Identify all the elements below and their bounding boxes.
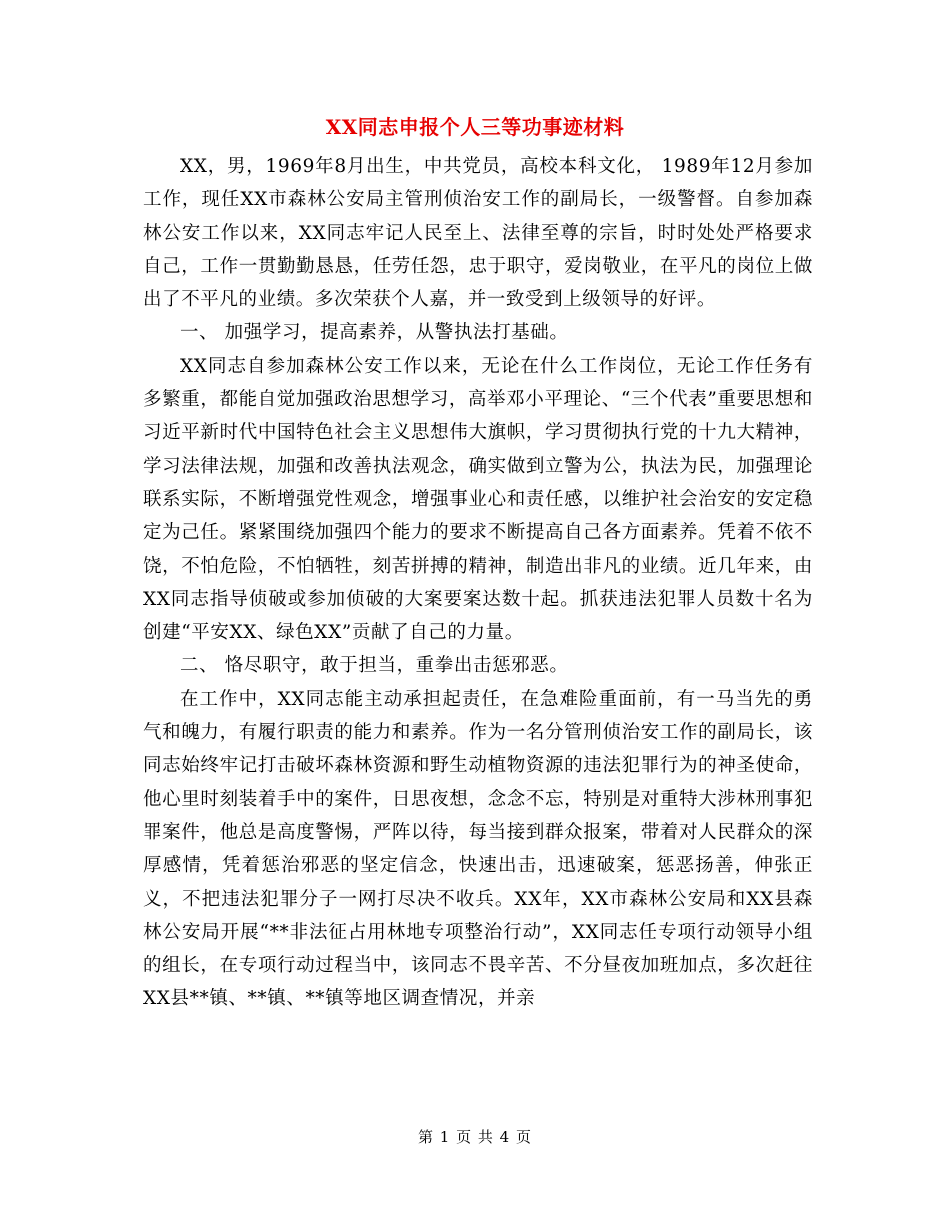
paragraph-section-1: XX同志自参加森林公安工作以来，无论在什么工作岗位，无论工作任务有多繁重，都能自觉加强政治思想学习，高举邓小平理论、“三个代表”重要思想和习近平新时代中国特色社会主义思想伟大旗帜，学习贯彻执行党的十九大精神，学习法律法规，加强和改善执法观念，确实做到立警为公，执法为民，加强理论联系实际，不断增强党性观念，增强事业心和责任感，以维护社会治安的安定稳定为己任。紧紧围绕加强四个能力的要求不断提高自己各方面素养。凭着不依不饶，不怕危险，不怕牺牲，刻苦拼搏的精神，制造出非凡的业绩。近几年来，由XX同志指导侦破或参加侦破的大案要案达数十起。抓获违法犯罪人员数十名为创建“平安XX、绿色XX”贡献了自己的力量。 [143, 355, 813, 644]
section-heading-1: 一、 加强学习，提高素养，从警执法打基础。 [180, 322, 569, 344]
page-footer [0, 1127, 950, 1147]
paragraph-intro: XX，男，1969年8月出生，中共党员，高校本科文化， 1989年12月参加工作，现任XX市森林公安局主管刑侦治安工作的副局长，一级警督。自参加森林公安工作以来，XX同志牢记人民至上、法律至尊的宗旨，时时处处严格要求自己，工作一贯勤勤恳恳，任劳任怨，忠于职守，爱岗敬业，在平凡的岗位上做出了不平凡的业绩。多次荣获个人嘉，并一致受到上级领导的好评。 [143, 156, 813, 311]
section-heading-2: 二、 恪尽职守，敢于担当，重拳出击惩邪恶。 [180, 655, 569, 677]
paragraph-section-2: 在工作中，XX同志能主动承担起责任，在急难险重面前，有一马当先的勇气和魄力，有履行职责的能力和素养。作为一名分管刑侦治安工作的副局长，该同志始终牢记打击破坏森林资源和野生动植物资源的违法犯罪行为的神圣使命，他心里时刻装着手中的案件，日思夜想，念念不忘，特别是对重特大涉林刑事犯罪案件，他总是高度警惕，严阵以待，每当接到群众报案，带着对人民群众的深厚感情，凭着惩治邪恶的坚定信念，快速出击，迅速破案，惩恶扬善，伸张正义，不把违法犯罪分子一网打尽决不收兵。XX年，XX市森林公安局和XX县森林公安局开展“**非法征占用林地专项整治行动”，XX同志任专项行动领导小组的组长，在专项行动过程当中，该同志不畏辛苦、不分昼夜加班加点，多次赶往XX县**镇、**镇、**镇等地区调查情况，并亲 [143, 688, 813, 1010]
document-body [143, 150, 813, 1016]
document-title: XX同志申报个人三等功事迹材料 [325, 115, 625, 139]
page-number-label: 第 1 页 共 4 页 [418, 1128, 532, 1146]
